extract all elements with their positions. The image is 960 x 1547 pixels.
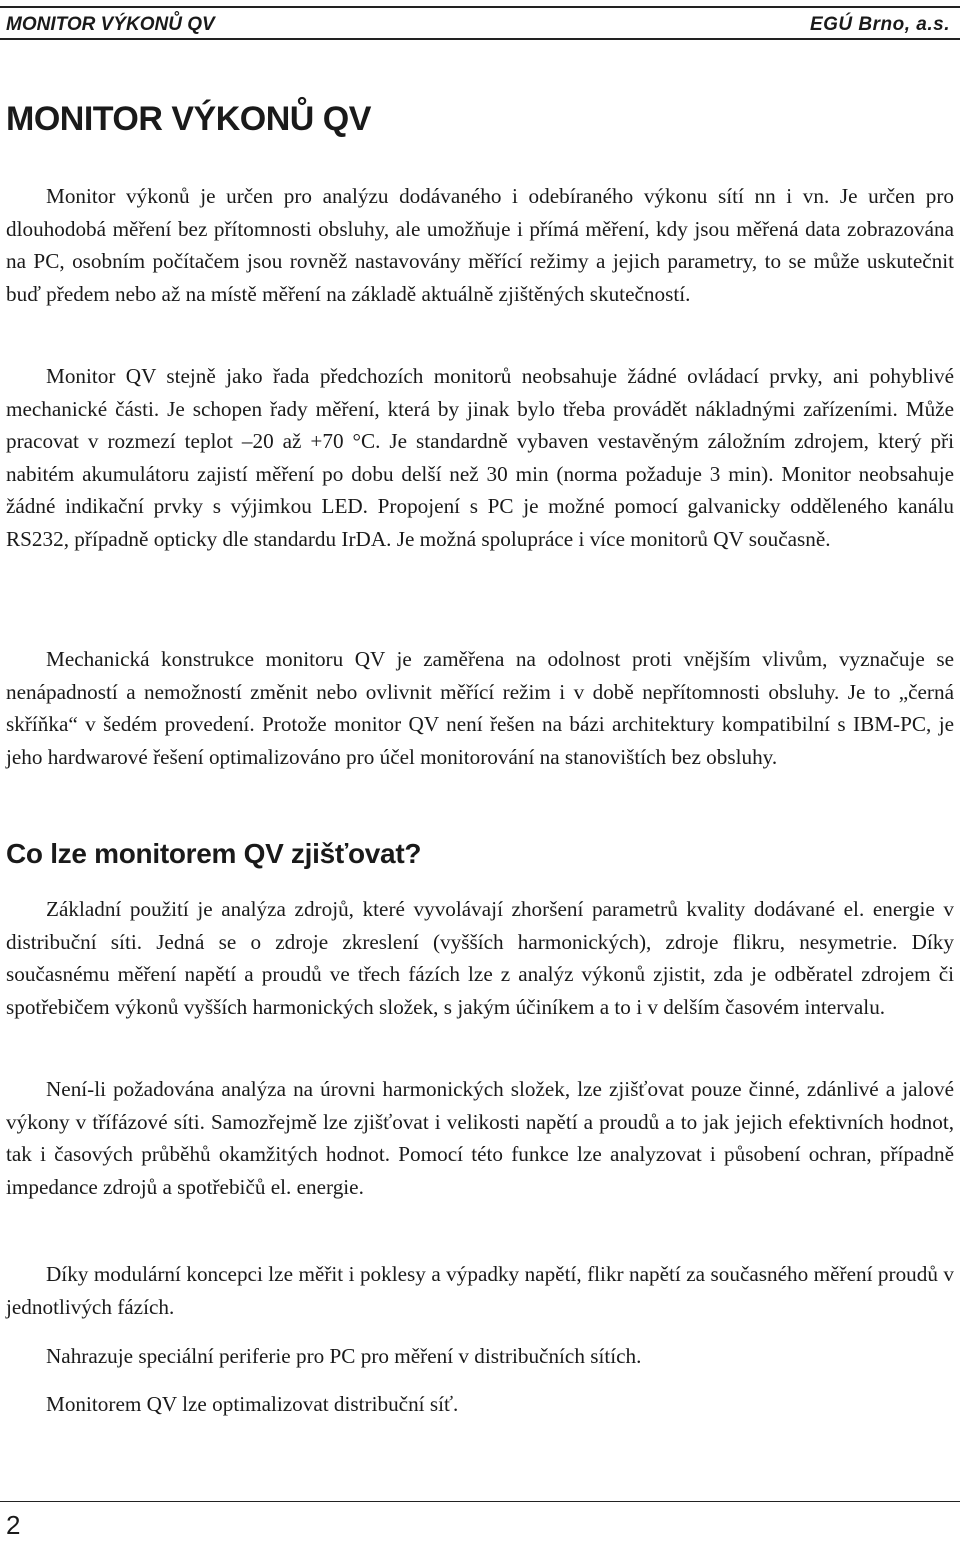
paragraph-intro-2: Monitor QV stejně jako řada předchozích monitorů neobsahuje žádné ovládací prvky, ani pohyblivé mechanické části. Je schopen řady měření, která by jinak bylo třeba provádět nákladnými zařízeními. Může pracovat v rozmezí teplot –20 až +70 °C. Je standardně vybaven vestavěným záložním zdrojem, který při nabitém akumulátoru zajistí měření po dobu delší než 30 min (norma požaduje 3 min). Monitor neobsahuje žádné indikační prvky s výjimkou LED. Propojení s PC je možné pomocí galvanicky odděleného kanálu RS232, případně opticky dle standardu IrDA. Je možná spolupráce i více monitorů QV současně. <box>6 364 954 551</box>
paragraph-intro-1: Monitor výkonů je určen pro analýzu dodávaného i odebíraného výkonu sítí nn i vn. Je určen pro dlouhodobá měření bez přítomnosti obsluhy, ale umožňuje i přímá měření, kdy jsou měřená data zobrazována na PC, osobním počítačem jsou rovněž nastavovány měřící režimy a jejich parametry, to se může uskutečnit buď předem nebo až na místě měření na základě aktuálně zjištěných skutečností. <box>6 184 954 306</box>
paragraph-section-2: Není-li požadována analýza na úrovni harmonických složek, lze zjišťovat pouze činné, zdánlivé a jalové výkony v třífázové síti. Samozřejmě lze zjišťovat i velikosti napětí a proudů a to jak jejich efektivních hodnot, tak i časových průběhů okamžitých hodnot. Pomocí této funkce lze analyzovat i působení ochran, případně impedance zdrojů a spotřebičů el. energie. <box>6 1077 954 1199</box>
paragraph-section-4: Nahrazuje speciální periferie pro PC pro měření v distribučních sítích. <box>46 1344 642 1368</box>
paragraph-section-5: Monitorem QV lze optimalizovat distribuční síť. <box>46 1392 459 1416</box>
header-right-company: EGÚ Brno, a.s. <box>809 14 950 35</box>
footer-divider <box>0 1501 960 1502</box>
running-header <box>0 6 960 40</box>
header-left-title: MONITOR VÝKONŮ QV <box>6 14 215 35</box>
page-number: 2 <box>6 1510 21 1540</box>
document-title: MONITOR VÝKONŮ QV <box>6 100 371 138</box>
paragraph-section-3: Díky modulární koncepci lze měřit i poklesy a výpadky napětí, flikr napětí za současného měření proudů v jednotlivých fázích. <box>6 1262 954 1319</box>
section-heading: Co lze monitorem QV zjišťovat? <box>6 838 422 869</box>
paragraph-section-1: Základní použití je analýza zdrojů, které vyvolávají zhoršení parametrů kvality dodávané el. energie v distribuční síti. Jedná se o zdroje zkreslení (vyšších harmonických), zdroje flikru, nesymetrie. Díky současnému měření napětí a proudů ve třech fázích lze z analýz výkonů zjistit, zda je odběratel zdrojem či spotřebičem výkonů vyšších harmonických složek, s jakým účiníkem a to i v delším časovém intervalu. <box>6 897 954 1019</box>
paragraph-intro-3: Mechanická konstrukce monitoru QV je zaměřena na odolnost proti vnějším vlivům, vyznačuje se nenápadností a nemožností změnit nebo ovlivnit měřící režim i v době nepřítomnosti obsluhy. Je to „černá skříňka“ v šedém provedení. Protože monitor QV není řešen na bázi architektury kompatibilní s IBM-PC, je jeho hardwarové řešení optimalizováno pro účel monitorování na stanovištích bez obsluhy. <box>6 647 954 769</box>
